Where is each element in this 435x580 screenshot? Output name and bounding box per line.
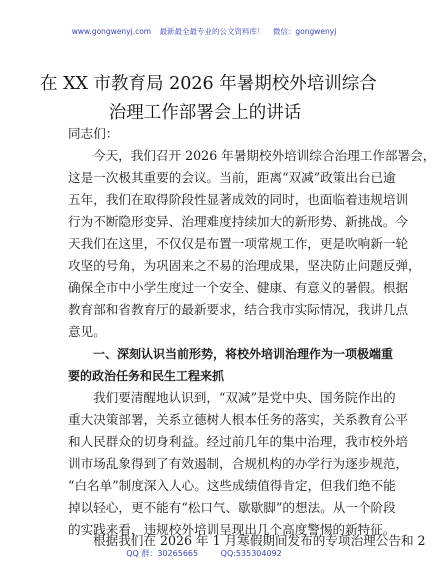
header-slogan: 最新最全最专业的公文资料库！ <box>159 27 265 36</box>
qq-group-contact: QQ 群：30265665 <box>126 549 199 558</box>
section-heading: 一、深刻认识当前形势，将校外培训治理作为一项极端重 <box>93 347 394 361</box>
paragraph-line: 我们要清醒地认识到，“双减”是党中央、国务院作出的 <box>93 390 396 405</box>
paragraph-line: 和人民群众的切身利益。经过前几年的集中治理，我市校外培 <box>68 434 409 449</box>
qq-contact: QQ:535304092 <box>220 549 282 558</box>
paragraph-line: 今天，我们召开 2026 年暑期校外培训综合治理工作部署会， <box>93 148 435 163</box>
paragraph-line: 掉以轻心，更不能有“松口气、歇歇脚”的想法。从一个阶段 <box>68 500 396 515</box>
salutation: 同志们： <box>68 126 119 141</box>
paragraph-line: 重大决策部署，关系立德树人根本任务的落实，关系教育公平 <box>68 412 409 427</box>
paragraph-line: 确保全市中小学生度过一个安全、健康、有意义的暑假。根据 <box>68 280 409 295</box>
header-wechat: 微信：gongwenyj <box>272 27 337 36</box>
paragraph-line: 意见。 <box>68 324 106 339</box>
site-url-link[interactable]: www.gongwenyj.com <box>71 27 152 36</box>
paragraph-line: “白名单”制度深入人心。这些成绩值得肯定，但我们绝不能 <box>68 478 396 493</box>
paragraph-line: 教育部和省教育厅的最新要求，结合我市实际情况，我讲几点 <box>68 302 409 317</box>
paragraph-line: 的实践来看，违规校外培训呈现出几个高度警惕的新特征。 <box>68 522 396 537</box>
paragraph-line: 五年，我们在取得阶段性显著成效的同时，也面临着违规培训 <box>68 192 409 207</box>
paragraph-line: 攻坚的号角，为巩固来之不易的治理成果，坚决防止问题反弹， <box>68 258 421 273</box>
paragraph-line: 行为不断隐形变异、治理难度持续加大的新形势、新挑战。今 <box>68 214 409 229</box>
paragraph-line: 训市场乱象得到了有效遏制，合规机构的办学行为逐步规范， <box>68 456 409 471</box>
section-heading: 要的政治任务和民生工程来抓 <box>68 369 225 383</box>
paragraph-line: 根据我们在 2026 年 1 月寒假期间发布的专项治理公告和 2 <box>93 533 426 548</box>
page-header <box>0 26 408 38</box>
document-title-line-2: 治理工作部署会上的讲话 <box>108 103 302 123</box>
document-title-line-1: 在 XX 市教育局 2026 年暑期校外培训综合 <box>40 74 377 94</box>
paragraph-line: 天我们在这里，不仅仅是布置一项常规工作，更是吹响新一轮 <box>68 236 409 251</box>
page-footer <box>0 548 408 560</box>
paragraph-line: 这是一次极其重要的会议。当前，距离“双减”政策出台已逾 <box>68 170 396 185</box>
